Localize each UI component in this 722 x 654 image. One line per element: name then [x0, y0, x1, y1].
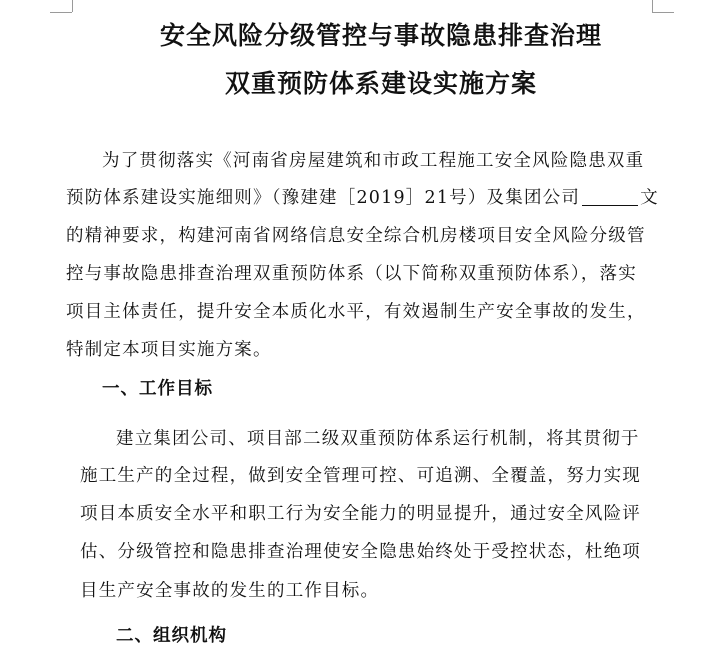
intro-text: 预防体系建设实施细则》（豫建建［2019］21号）及集团公司 — [66, 188, 581, 208]
intro-line — [66, 184, 659, 209]
crop-mark — [72, 0, 73, 12]
section-line: 目生产安全事故的发生的工作目标。 — [80, 581, 380, 601]
fill-in-blank — [582, 188, 638, 206]
section-line: 建立集团公司、项目部二级双重预防体系运行机制，将其贯彻于 — [116, 429, 640, 449]
section-heading: 二、组织机构 — [116, 626, 227, 646]
intro-line: 项目主体责任，提升安全本质化水平，有效遏制生产安全事故的发生， — [66, 302, 646, 322]
crop-mark — [652, 12, 674, 13]
intro-line: 的精神要求，构建河南省网络信息安全综合机房楼项目安全风险分级管 — [66, 226, 646, 246]
document-title-line2: 双重预防体系建设实施方案 — [224, 69, 537, 98]
section-heading: 一、工作目标 — [102, 379, 213, 399]
section-line: 估、分级管控和隐患排查治理使安全隐患始终处于受控状态，杜绝项 — [80, 542, 641, 562]
intro-line: 特制定本项目实施方案。 — [66, 340, 272, 360]
intro-line: 控与事故隐患排查治理双重预防体系（以下简称双重预防体系），落实 — [66, 264, 637, 284]
intro-line: 为了贯彻落实《河南省房屋建筑和市政工程施工安全风险隐患双重 — [102, 151, 645, 171]
crop-mark — [652, 0, 653, 12]
section-line: 项目本质安全水平和职工行为安全能力的明显提升，通过安全风险评 — [80, 504, 641, 524]
intro-text: 文 — [640, 188, 659, 208]
crop-mark — [50, 12, 72, 13]
section-line: 施工生产的全过程，做到安全管理可控、可追溯、全覆盖，努力实现 — [80, 466, 641, 486]
document-title-line1: 安全风险分级管控与事故隐患排查治理 — [159, 21, 602, 50]
